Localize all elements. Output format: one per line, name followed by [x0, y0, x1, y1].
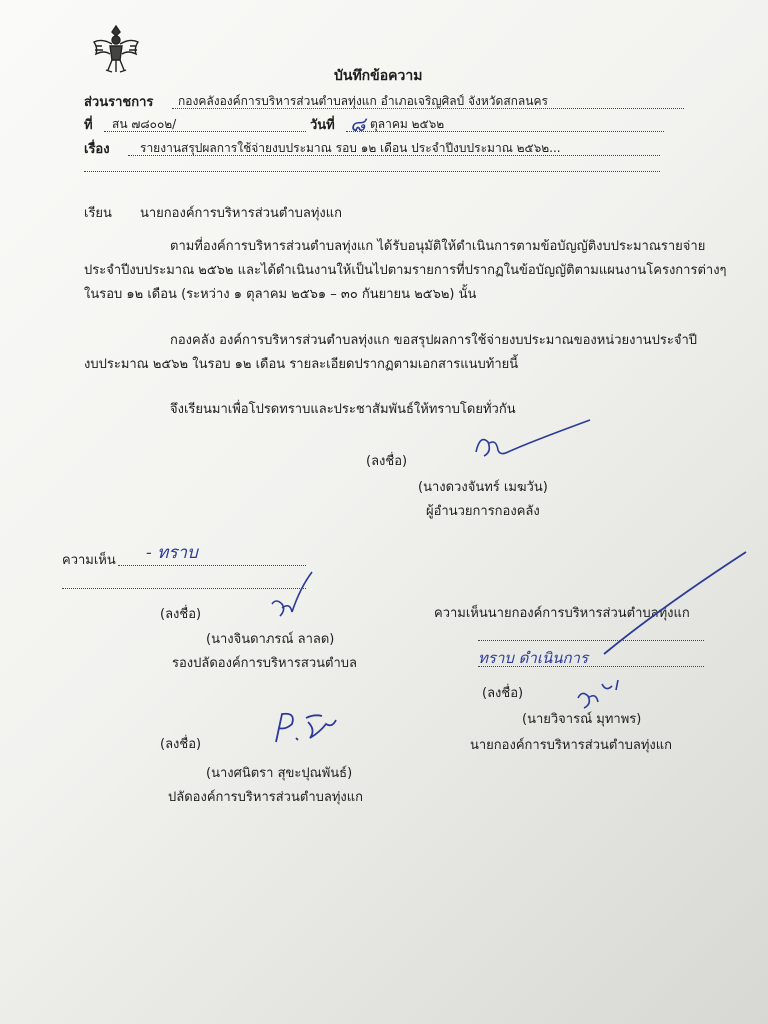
memo-title: บันทึกข้อความ — [334, 68, 423, 84]
sign3-position: ปลัดองค์การบริหารส่วนตำบลทุ่งแก — [168, 790, 363, 805]
mayor-approval-stroke — [600, 548, 750, 658]
ref-value: สน ๗๘๐๐๒/ — [112, 117, 177, 131]
date-value: ตุลาคม ๒๕๖๒ — [370, 117, 445, 131]
sign1-signature — [470, 412, 600, 462]
mayor-opinion-value-handwritten: ทราบ ดำเนินการ — [478, 649, 589, 667]
sign3-signature — [266, 708, 346, 748]
salutation-label: เรียน — [84, 206, 112, 221]
mayor-signature — [572, 676, 632, 712]
mayor-sign-label: (ลงชื่อ) — [482, 686, 524, 701]
opinion-label: ความเห็น — [62, 553, 116, 568]
subject-label: เรื่อง — [84, 142, 110, 157]
sign1-position: ผู้อำนวยการกองคลัง — [426, 504, 540, 519]
agency-value: กองคลังองค์การบริหารส่วนตำบลทุ่งแก อำเภอเจริญศิลป์ จังหวัดสกลนคร — [178, 94, 548, 108]
paragraph-2-line-2: งบประมาณ ๒๕๖๒ ในรอบ ๑๒ เดือน รายละเอียดปรากฏตามเอกสารแนบท้ายนี้ — [84, 357, 519, 372]
sign2-name: (นางจินดาภรณ์ ลาลด) — [206, 632, 335, 647]
subject-value: รายงานสรุปผลการใช้จ่ายงบประมาณ รอบ ๑๒ เดือน ประจำปีงบประมาณ ๒๕๖๒... — [140, 141, 561, 155]
subject-dotted-line-2 — [84, 171, 660, 172]
mayor-name: (นายวิจารณ์ มุทาพร) — [522, 712, 642, 727]
opinion-value-handwritten: - ทราบ — [146, 543, 198, 563]
ref-label: ที่ — [84, 118, 93, 133]
agency-label: ส่วนราชการ — [84, 95, 154, 110]
sign3-label: (ลงชื่อ) — [160, 737, 202, 752]
paragraph-1-line-1: ตามที่องค์การบริหารส่วนตำบลทุ่งแก ได้รับอนุมัติให้ดำเนินการตามข้อบัญญัติงบประมาณรายจ่าย — [170, 239, 706, 254]
sign1-name: (นางดวงจันทร์ เมฆวัน) — [418, 480, 548, 495]
sign3-name: (นางศนิตรา สุขะปุณพันธ์) — [206, 766, 353, 781]
mayor-opinion-label: ความเห็นนายกองค์การบริหารส่วนตำบลทุ่งแก — [434, 606, 690, 621]
date-label: วันที่ — [310, 118, 335, 133]
sign1-label: (ลงชื่อ) — [366, 454, 408, 469]
sign2-position: รองปลัดองค์การบริหารสวนตำบล — [172, 656, 357, 671]
paragraph-2-line-1: กองคลัง องค์การบริหารส่วนตำบลทุ่งแก ขอสรุปผลการใช้จ่ายงบประมาณของหน่วยงานประจำปี — [170, 333, 698, 348]
paragraph-1-line-2: ประจำปีงบประมาณ ๒๕๖๒ และได้ดำเนินงานให้เป็นไปตามรายการที่ปรากฏในข้อบัญญัติตามแผนงานโครงการต่างๆ — [84, 263, 727, 278]
sign2-label: (ลงชื่อ) — [160, 607, 202, 622]
salutation-value: นายกองค์การบริหารส่วนตำบลทุ่งแก — [140, 206, 343, 221]
paragraph-3: จึงเรียนมาเพื่อโปรดทราบและประชาสัมพันธ์ให้ทราบโดยทั่วกัน — [170, 402, 516, 417]
mayor-position: นายกองค์การบริหารส่วนตำบลทุ่งแก — [470, 738, 673, 753]
garuda-emblem-icon — [88, 20, 144, 76]
paragraph-1-line-3: ในรอบ ๑๒ เดือน (ระหว่าง ๑ ตุลาคม ๒๕๖๑ – ๓๐ กันยายน ๒๕๖๒) นั้น — [84, 287, 477, 302]
sign2-signature — [264, 568, 324, 628]
date-day-handwritten: ๘ — [350, 112, 366, 136]
